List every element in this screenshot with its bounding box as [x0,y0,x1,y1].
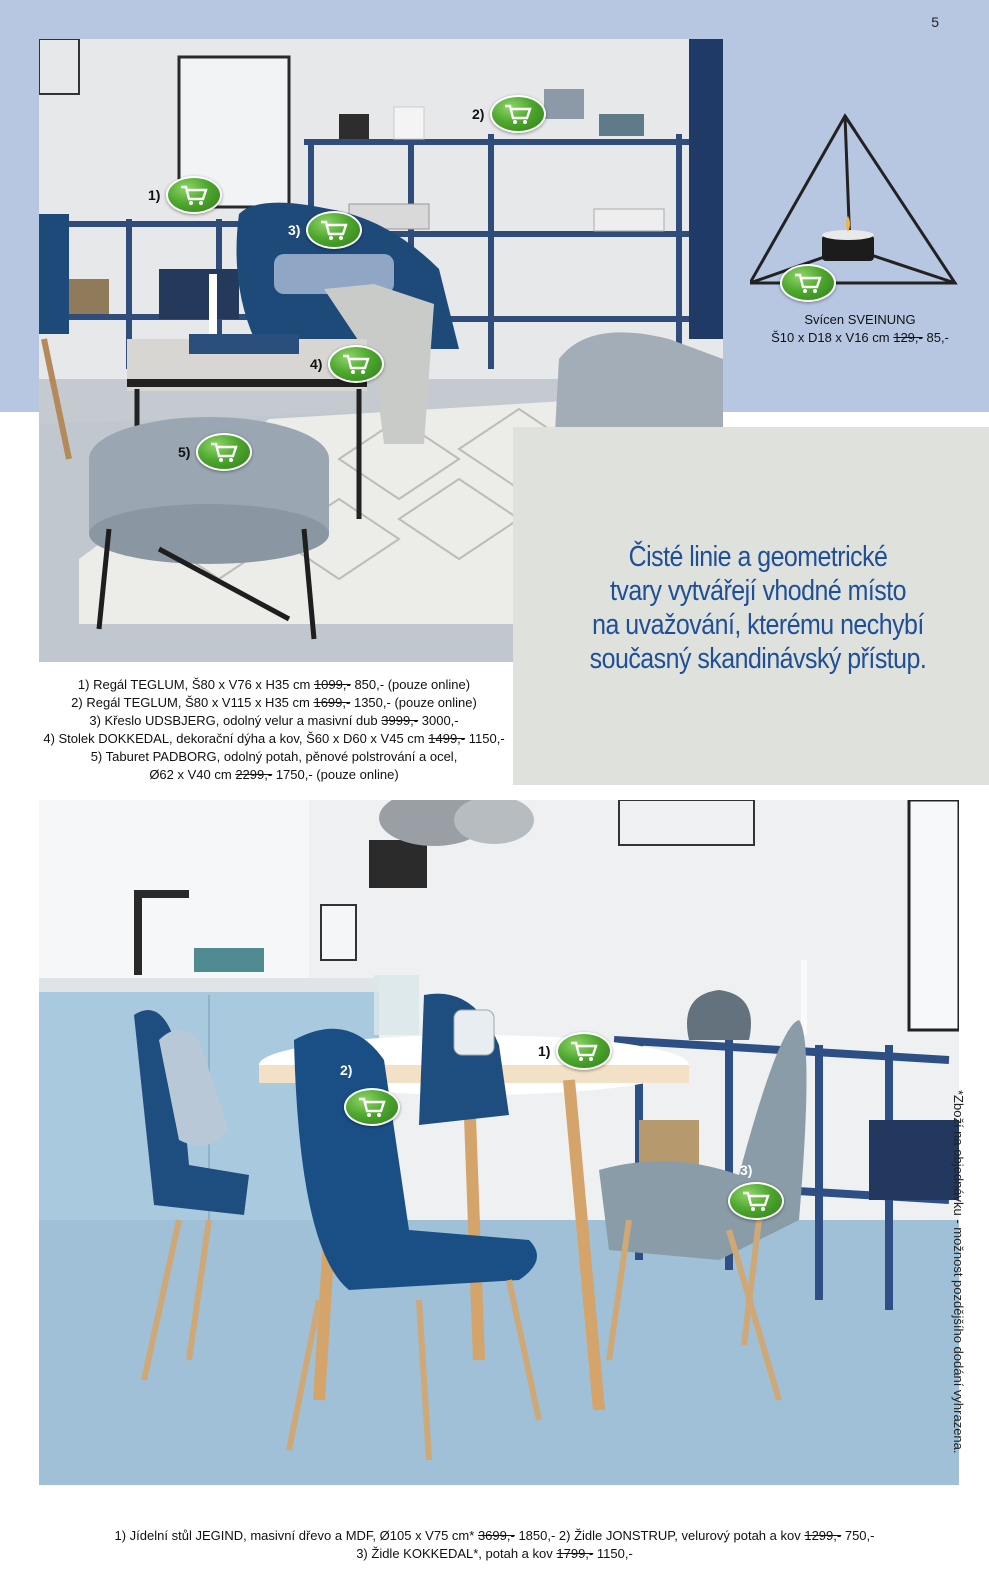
caption-text: 3) Křeslo UDSBJERG, odolný velur a masivní dub [89,713,378,728]
new-price: 1350,- (pouze online) [353,695,477,710]
new-price: 85,- [926,330,949,345]
marker-svicen [780,264,836,302]
caption-line [30,748,518,766]
old-price: 2299,- [235,767,273,782]
old-price: 3699,- [477,1528,515,1543]
marker-b1 [538,1032,612,1070]
caption-line [30,730,518,748]
marker-label: 2) [472,106,485,122]
old-price: 129,- [893,330,923,345]
caption-line [30,694,518,712]
living-room-caption [30,676,518,784]
side-note [951,1090,983,1490]
marker-label: 5) [178,444,191,460]
order-note: *Zboží na objednávku - možnost pozdějšího dodání vyhrazena. [951,1090,966,1454]
marker-label: 1) [538,1043,551,1059]
caption-line [30,766,518,784]
old-price: 1099,- [313,677,351,692]
caption-text: 5) Taburet PADBORG, odolný potah, pěnové polstrování a ocel, [90,749,458,764]
caption-line [30,676,518,694]
marker-4 [310,345,384,383]
caption-text: 1) Jídelní stůl JEGIND, masivní dřevo a MDF, Ø105 x V75 cm* [114,1528,475,1543]
caption-line [30,712,518,730]
shopping-cart-icon[interactable] [728,1182,784,1220]
marker-label: 2) [340,1062,353,1078]
marker-b2 [344,1088,400,1126]
shopping-cart-icon[interactable] [490,95,546,133]
marker-5 [178,433,252,471]
candle-holder-caption [755,311,965,347]
marker-3 [288,211,362,249]
caption-text: 2) Regál TEGLUM, Š80 x V115 x H35 cm [71,695,310,710]
product-dims: Š10 x D18 x V16 cm [771,330,890,345]
headline [577,540,938,676]
new-price: 3000,- [421,713,459,728]
marker-label: 4) [310,356,323,372]
caption-line [0,1545,989,1563]
marker-b3 [728,1182,784,1220]
caption-line [0,1527,989,1545]
page-number: 5 [931,14,939,30]
old-price: 1799,- [556,1546,594,1561]
caption-text: 4) Stolek DOKKEDAL, dekorační dýha a kov, Š60 x D60 x V45 cm [43,731,425,746]
headline-line: současný skandinávský přístup. [589,643,927,675]
headline-line: Čisté linie a geometrické [628,541,888,573]
old-price: 1499,- [428,731,466,746]
old-price: 1299,- [804,1528,842,1543]
dining-room-photo [39,800,959,1485]
headline-line: na uvažování, kterému nechybí [592,609,924,641]
dining-room-caption [0,1527,989,1563]
marker-2 [472,95,546,133]
shopping-cart-icon[interactable] [556,1032,612,1070]
shopping-cart-icon[interactable] [306,211,362,249]
marker-label: 3) [288,222,301,238]
shopping-cart-icon[interactable] [166,176,222,214]
product-name: Svícen SVEINUNG [804,312,916,327]
marker-1 [148,176,222,214]
shopping-cart-icon[interactable] [780,264,836,302]
old-price: 1699,- [313,695,351,710]
caption-text: 1850,- 2) Židle JONSTRUP, velurový potah a kov [518,1528,801,1543]
new-price: 850,- (pouze online) [354,677,471,692]
old-price: 3999,- [381,713,419,728]
shopping-cart-icon[interactable] [344,1088,400,1126]
new-price: 1150,- [596,1546,633,1561]
headline-line: tvary vytvářejí vhodné místo [609,575,907,607]
marker-b3-label [740,1162,752,1178]
new-price: 1750,- (pouze online) [275,767,399,782]
product-price-line [755,329,965,347]
caption-text: 1) Regál TEGLUM, Š80 x V76 x H35 cm [77,677,311,692]
marker-label: 3) [740,1162,753,1178]
marker-b2-label [340,1062,352,1078]
shopping-cart-icon[interactable] [328,345,384,383]
marker-label: 1) [148,187,161,203]
caption-text: Ø62 x V40 cm [149,767,232,782]
caption-text: 3) Židle KOKKEDAL*, potah a kov [356,1546,553,1561]
shopping-cart-icon[interactable] [196,433,252,471]
new-price: 1150,- [468,731,505,746]
new-price: 750,- [844,1528,875,1543]
